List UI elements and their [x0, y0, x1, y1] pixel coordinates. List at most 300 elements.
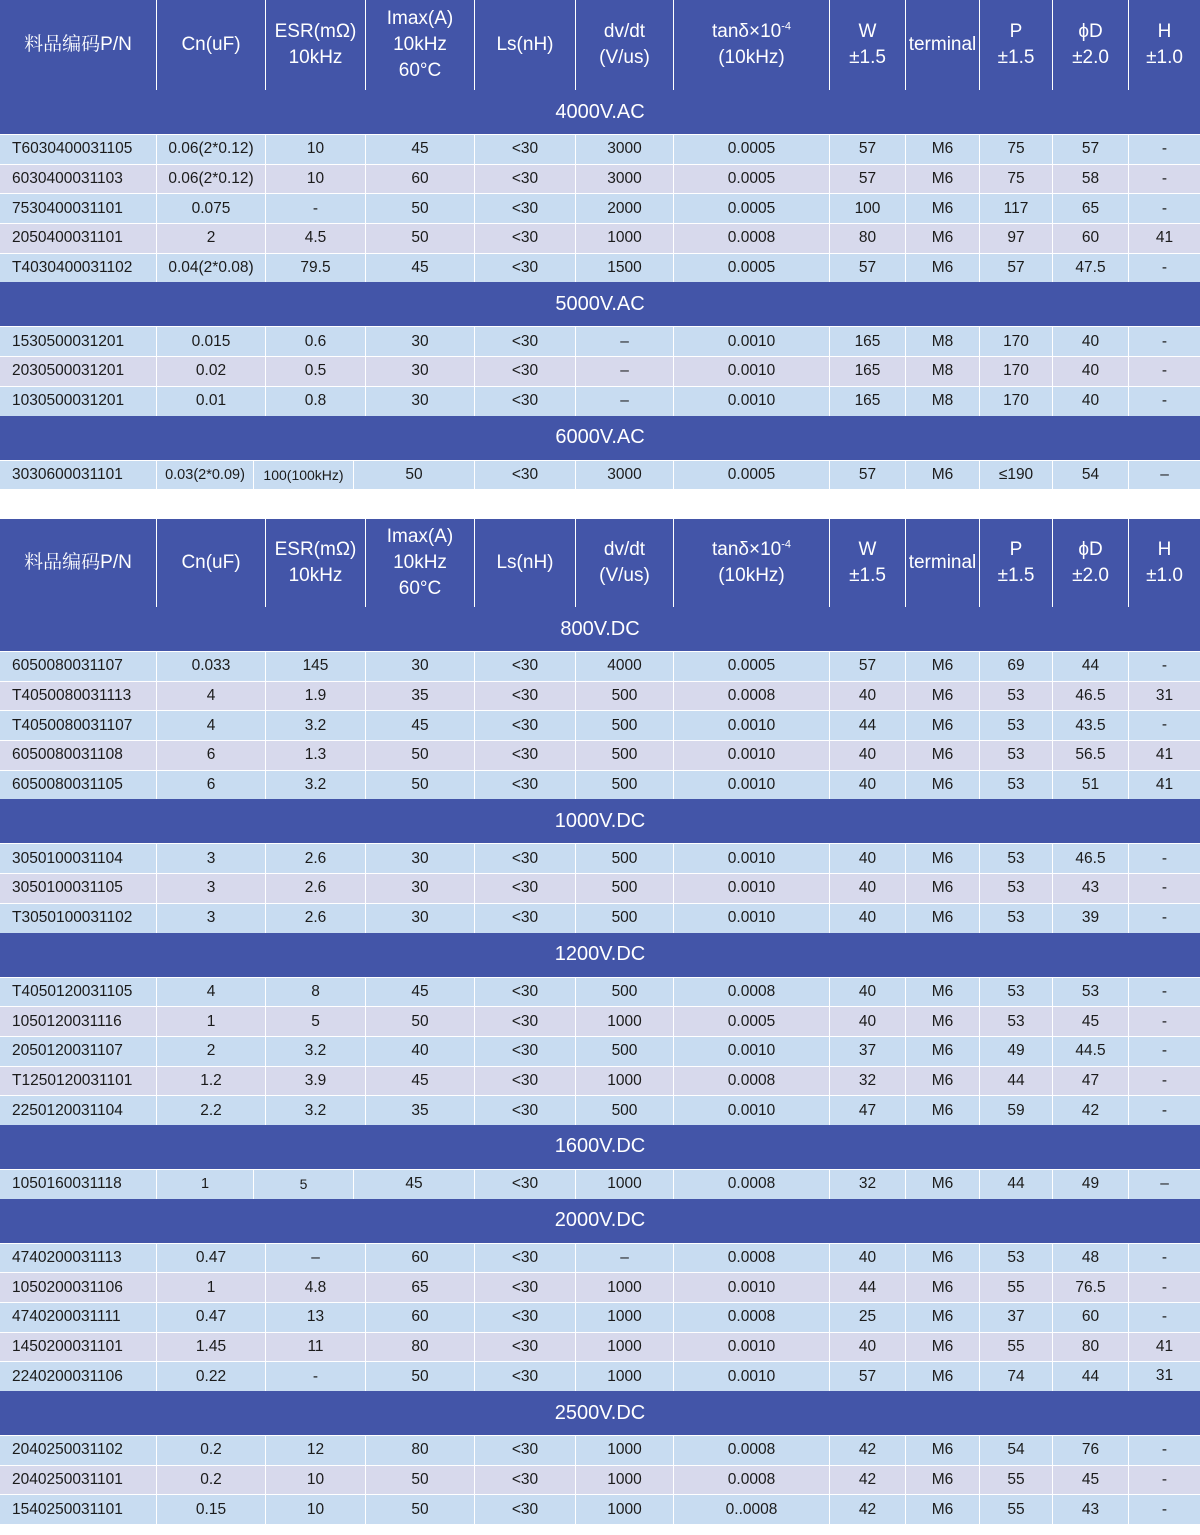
- cell-diameter: 76: [1053, 1436, 1129, 1465]
- cell-inductance: <30: [475, 978, 576, 1007]
- cell-height: -: [1161, 909, 1168, 927]
- cell-pitch: 74: [980, 1362, 1053, 1391]
- cell-terminal: M6: [906, 224, 980, 253]
- cell-width: 57: [830, 165, 906, 194]
- cell-terminal: M6: [906, 461, 980, 490]
- cell-part-number: T6030400031105: [0, 135, 157, 164]
- header-pitch: [980, 519, 1053, 607]
- cell-pitch: 55: [980, 1466, 1053, 1495]
- header-line: P: [1009, 21, 1023, 42]
- cell-inductance: <30: [475, 1466, 576, 1495]
- header-line: P: [1009, 539, 1023, 560]
- cell-dvdt: 3000: [576, 461, 674, 490]
- cell-pitch: 53: [980, 874, 1053, 903]
- cell-width: 165: [830, 327, 906, 356]
- table-row: [0, 356, 1200, 386]
- cell-width: 42: [830, 1495, 906, 1524]
- cell-width: 40: [830, 741, 906, 770]
- cell-height: -: [1161, 140, 1168, 158]
- cell-diameter: 47.5: [1053, 254, 1129, 283]
- cell-terminal: M6: [906, 682, 980, 711]
- cell-part-number: 7530400031101: [0, 194, 157, 223]
- header-line: ±1.5: [849, 565, 886, 586]
- cell-imax: 60: [366, 1244, 475, 1273]
- cell-diameter: 40: [1053, 327, 1129, 356]
- cell-capacitance: 4: [157, 682, 266, 711]
- cell-esr: 10: [266, 135, 366, 164]
- cell-esr: 2.6: [266, 844, 366, 873]
- table-row: [0, 1494, 1200, 1524]
- cell-width: 57: [830, 254, 906, 283]
- header-line: Imax(A): [386, 8, 454, 29]
- cell-height: 41: [1155, 229, 1174, 247]
- cell-dvdt: 1000: [576, 1273, 674, 1302]
- header-line-wrap: [712, 537, 791, 563]
- cell-capacitance: 0.075: [157, 194, 266, 223]
- cell-imax: 30: [366, 387, 475, 416]
- cell-diameter: 45: [1053, 1007, 1129, 1036]
- table-row: [0, 1361, 1200, 1391]
- header-line: ±1.5: [997, 565, 1035, 586]
- dc-spec-table: [0, 519, 1200, 1524]
- cell-dvdt: 1000: [576, 1170, 674, 1199]
- cell-part-number: 2240200031106: [0, 1362, 157, 1391]
- ac-spec-table: [0, 0, 1200, 489]
- cell-diameter: 58: [1053, 165, 1129, 194]
- cell-esr: 0.8: [266, 387, 366, 416]
- table-row: [0, 386, 1200, 416]
- cell-height: -: [1161, 1071, 1168, 1089]
- cell-part-number: 4740200031113: [0, 1244, 157, 1273]
- cell-tan-delta: 0.0010: [674, 1362, 830, 1391]
- header-line: (V/us): [599, 565, 650, 586]
- cell-dvdt: 500: [576, 904, 674, 933]
- cell-esr: 2.6: [266, 874, 366, 903]
- cell-tan-delta: 0.0008: [674, 1067, 830, 1096]
- header-line: ϕD: [1078, 539, 1103, 560]
- cell-terminal: M6: [906, 1333, 980, 1362]
- header-line: Cn(uF): [181, 552, 241, 573]
- cell-tan-delta: 0.0008: [674, 978, 830, 1007]
- cell-part-number: 1450200031101: [0, 1333, 157, 1362]
- cell-diameter: 65: [1053, 194, 1129, 223]
- cell-terminal: M6: [906, 1436, 980, 1465]
- cell-terminal: M6: [906, 254, 980, 283]
- cell-part-number: 1050120031116: [0, 1007, 157, 1036]
- cell-tan-delta: 0.0010: [674, 741, 830, 770]
- header-tan-delta: [674, 0, 830, 90]
- cell-part-number: T4050080031113: [0, 682, 157, 711]
- cell-part-number: T3050100031102: [0, 904, 157, 933]
- cell-tan-delta: 0.0008: [674, 224, 830, 253]
- cell-dvdt: 500: [576, 1096, 674, 1125]
- cell-dvdt: 500: [576, 771, 674, 800]
- cell-imax: 50: [354, 461, 475, 490]
- cell-part-number: T4050080031107: [0, 711, 157, 740]
- cell-inductance: <30: [475, 357, 576, 386]
- cell-capacitance: 0.015: [157, 327, 266, 356]
- height-value-note: -: [1161, 716, 1168, 734]
- cell-tan-delta: 0.0010: [674, 904, 830, 933]
- table-row: [0, 1036, 1200, 1066]
- header-line: W: [858, 21, 877, 42]
- cell-part-number: 6050080031107: [0, 652, 157, 681]
- header-capacitance: [157, 519, 266, 607]
- cell-inductance: <30: [475, 194, 576, 223]
- cell-pitch: 97: [980, 224, 1053, 253]
- voltage-group-header: 6000V.AC: [0, 416, 1200, 460]
- header-line: 10kHz: [288, 565, 343, 586]
- cell-tan-delta: 0.0010: [674, 327, 830, 356]
- cell-height: -: [1161, 362, 1168, 380]
- cell-terminal: M6: [906, 194, 980, 223]
- cell-width: 47: [830, 1096, 906, 1125]
- header-line: (10kHz): [718, 565, 785, 586]
- table-row: [0, 1095, 1200, 1125]
- cell-imax: 45: [366, 1067, 475, 1096]
- cell-tan-delta: 0.0010: [674, 1037, 830, 1066]
- header-inductance: [475, 519, 576, 607]
- cell-capacitance: 2: [157, 224, 266, 253]
- table-row: [0, 1169, 1200, 1199]
- cell-esr: 11: [266, 1333, 366, 1362]
- cell-capacitance: 6: [157, 741, 266, 770]
- cell-imax: 30: [366, 327, 475, 356]
- header-line-wrap: [712, 19, 791, 45]
- cell-tan-delta: 0..0008: [674, 1495, 830, 1524]
- header-line: 10kHz: [393, 34, 447, 55]
- cell-part-number: T4030400031102: [0, 254, 157, 283]
- cell-diameter: 51: [1053, 771, 1129, 800]
- cell-imax: 60: [366, 1303, 475, 1332]
- header-line: 10kHz: [393, 552, 447, 573]
- cell-part-number: 3050100031105: [0, 874, 157, 903]
- table-row: [0, 193, 1200, 223]
- cell-tan-delta: 0.0005: [674, 461, 830, 490]
- cell-esr: 3.9: [266, 1067, 366, 1096]
- cell-tan-delta: 0.0010: [674, 357, 830, 386]
- table-row: [0, 710, 1200, 740]
- cell-esr: 5: [254, 1170, 354, 1199]
- cell-capacitance: 1.2: [157, 1067, 266, 1096]
- cell-width: 42: [830, 1436, 906, 1465]
- cell-imax: 45: [366, 978, 475, 1007]
- header-line: tanδ×10: [712, 539, 782, 560]
- cell-width: 40: [830, 1244, 906, 1273]
- header-line: H: [1157, 539, 1172, 560]
- table-row: [0, 1066, 1200, 1096]
- cell-part-number: 2040250031102: [0, 1436, 157, 1465]
- cell-esr: 3.2: [266, 771, 366, 800]
- header-part-number: [0, 0, 157, 90]
- cell-pitch: 53: [980, 844, 1053, 873]
- header-part-number: [0, 519, 157, 607]
- cell-inductance: <30: [475, 461, 576, 490]
- table-row: [0, 1243, 1200, 1273]
- cell-tan-delta: 0.0010: [674, 1273, 830, 1302]
- cell-pitch: 49: [980, 1037, 1053, 1066]
- voltage-group-header: 5000V.AC: [0, 282, 1200, 326]
- cell-imax: 45: [354, 1170, 475, 1199]
- cell-esr: 0.6: [266, 327, 366, 356]
- cell-diameter: 76.5: [1053, 1273, 1129, 1302]
- cell-diameter: 43.5: [1053, 711, 1129, 740]
- header-terminal: [906, 519, 980, 607]
- cell-dvdt: 1000: [576, 1067, 674, 1096]
- cell-terminal: M6: [906, 1244, 980, 1273]
- cell-dvdt: 1000: [576, 1362, 674, 1391]
- header-diameter: [1053, 519, 1129, 607]
- cell-esr: 13: [266, 1303, 366, 1332]
- cell-dvdt: 500: [576, 741, 674, 770]
- cell-inductance: <30: [475, 1067, 576, 1096]
- cell-capacitance: 3: [157, 874, 266, 903]
- cell-imax: 50: [366, 194, 475, 223]
- header-line: (V/us): [599, 47, 650, 68]
- cell-pitch: 55: [980, 1273, 1053, 1302]
- cell-height: -: [1161, 392, 1168, 410]
- cell-inductance: <30: [475, 387, 576, 416]
- cell-height: -: [1161, 1042, 1168, 1060]
- cell-inductance: <30: [475, 327, 576, 356]
- header-line: (10kHz): [718, 47, 785, 68]
- cell-capacitance: 3: [157, 844, 266, 873]
- table-row: [0, 1435, 1200, 1465]
- header-line: ESR(mΩ): [274, 539, 357, 560]
- cell-height: -: [1161, 982, 1168, 1000]
- cell-dvdt: 3000: [576, 135, 674, 164]
- cell-width: 40: [830, 682, 906, 711]
- cell-dvdt: 1000: [576, 1303, 674, 1332]
- cell-capacitance: 4: [157, 978, 266, 1007]
- cell-height: –: [1160, 465, 1169, 483]
- cell-esr: 2.6: [266, 904, 366, 933]
- cell-dvdt: 1000: [576, 1436, 674, 1465]
- cell-imax: 30: [366, 844, 475, 873]
- cell-dvdt: –: [576, 387, 674, 416]
- cell-diameter: 48: [1053, 1244, 1129, 1273]
- cell-terminal: M6: [906, 978, 980, 1007]
- table-row: [0, 903, 1200, 933]
- table-row: [0, 681, 1200, 711]
- cell-part-number: T1250120031101: [0, 1067, 157, 1096]
- cell-diameter: 43: [1053, 874, 1129, 903]
- cell-inductance: <30: [475, 1037, 576, 1066]
- cell-width: 44: [830, 1273, 906, 1302]
- table-row: [0, 740, 1200, 770]
- cell-terminal: M6: [906, 1096, 980, 1125]
- cell-inductance: <30: [475, 1244, 576, 1273]
- cell-terminal: M8: [906, 327, 980, 356]
- header-esr: [266, 519, 366, 607]
- cell-imax: 30: [366, 904, 475, 933]
- cell-inductance: <30: [475, 844, 576, 873]
- cell-capacitance: 0.15: [157, 1495, 266, 1524]
- header-esr: [266, 0, 366, 90]
- cell-height: -: [1161, 879, 1168, 897]
- tan-exponent: -4: [781, 538, 791, 551]
- cell-tan-delta: 0.0010: [674, 1333, 830, 1362]
- cell-inductance: <30: [475, 1007, 576, 1036]
- cell-height: -: [1161, 849, 1168, 867]
- cell-terminal: M6: [906, 1303, 980, 1332]
- cell-height: -: [1161, 657, 1168, 675]
- cell-pitch: 37: [980, 1303, 1053, 1332]
- height-value-note: 31: [1155, 1367, 1174, 1385]
- cell-width: 100: [830, 194, 906, 223]
- cell-inductance: <30: [475, 874, 576, 903]
- cell-part-number: 1530500031201: [0, 327, 157, 356]
- cell-height: -: [1161, 170, 1168, 188]
- voltage-group-header: 1200V.DC: [0, 933, 1200, 977]
- table-row: [0, 1302, 1200, 1332]
- cell-terminal: M6: [906, 904, 980, 933]
- cell-part-number: 1030500031201: [0, 387, 157, 416]
- cell-dvdt: –: [576, 327, 674, 356]
- header-line: Ls(nH): [496, 552, 554, 573]
- cell-tan-delta: 0.0010: [674, 711, 830, 740]
- cell-pitch: 59: [980, 1096, 1053, 1125]
- cell-esr: 100(100kHz): [254, 461, 354, 490]
- cell-diameter: 46.5: [1053, 682, 1129, 711]
- header-inductance: [475, 0, 576, 90]
- header-line: terminal: [908, 552, 977, 573]
- cell-height: -: [1161, 1308, 1168, 1326]
- cell-capacitance: 0.22: [157, 1362, 266, 1391]
- cell-tan-delta: 0.0005: [674, 194, 830, 223]
- cell-esr: 10: [266, 1495, 366, 1524]
- cell-diameter: 44: [1053, 1362, 1129, 1391]
- header-line: dv/dt: [603, 21, 646, 42]
- cell-capacitance: 0.47: [157, 1303, 266, 1332]
- cell-imax: 45: [366, 254, 475, 283]
- cell-imax: 50: [366, 1007, 475, 1036]
- cell-imax: 80: [366, 1436, 475, 1465]
- cell-part-number: 6030400031103: [0, 165, 157, 194]
- cell-inductance: <30: [475, 1303, 576, 1332]
- cell-inductance: <30: [475, 1273, 576, 1302]
- cell-tan-delta: 0.0010: [674, 771, 830, 800]
- cell-imax: 50: [366, 1466, 475, 1495]
- header-line: terminal: [908, 34, 977, 55]
- cell-height: -: [1161, 1278, 1168, 1296]
- cell-diameter: 53: [1053, 978, 1129, 1007]
- voltage-group-header: 1000V.DC: [0, 799, 1200, 843]
- cell-width: 40: [830, 844, 906, 873]
- cell-part-number: 2250120031104: [0, 1096, 157, 1125]
- cell-pitch: 53: [980, 978, 1053, 1007]
- table-row: [0, 977, 1200, 1007]
- cell-dvdt: 500: [576, 844, 674, 873]
- cell-terminal: M6: [906, 711, 980, 740]
- table-row: [0, 134, 1200, 164]
- cell-dvdt: 500: [576, 978, 674, 1007]
- cell-diameter: 39: [1053, 904, 1129, 933]
- cell-tan-delta: 0.0008: [674, 1303, 830, 1332]
- cell-pitch: 53: [980, 711, 1053, 740]
- cell-dvdt: 1000: [576, 1495, 674, 1524]
- cell-esr: 4.8: [266, 1273, 366, 1302]
- cell-esr: 10: [266, 165, 366, 194]
- table-row: [0, 253, 1200, 283]
- cell-terminal: M8: [906, 387, 980, 416]
- header-capacitance: [157, 0, 266, 90]
- cell-imax: 45: [366, 135, 475, 164]
- cell-esr: 3.2: [266, 1096, 366, 1125]
- cell-pitch: 53: [980, 1007, 1053, 1036]
- cell-pitch: 170: [980, 387, 1053, 416]
- cell-esr: 12: [266, 1436, 366, 1465]
- height-value-note: 41: [1155, 775, 1174, 793]
- cell-terminal: M6: [906, 1466, 980, 1495]
- cell-dvdt: 1500: [576, 254, 674, 283]
- cell-pitch: 55: [980, 1333, 1053, 1362]
- header-width: [830, 519, 906, 607]
- table-row: [0, 770, 1200, 800]
- header-line: ±1.0: [1146, 565, 1183, 586]
- cell-inductance: <30: [475, 1333, 576, 1362]
- cell-pitch: ≤190: [980, 461, 1053, 490]
- cell-part-number: 1540250031101: [0, 1495, 157, 1524]
- table-row: [0, 164, 1200, 194]
- table-row: [0, 460, 1200, 490]
- cell-inductance: <30: [475, 904, 576, 933]
- cell-inductance: <30: [475, 652, 576, 681]
- cell-part-number: 4740200031111: [0, 1303, 157, 1332]
- cell-terminal: M6: [906, 1495, 980, 1524]
- cell-esr: 1.3: [266, 741, 366, 770]
- cell-pitch: 75: [980, 165, 1053, 194]
- table-header: [0, 0, 1200, 90]
- cell-diameter: 60: [1053, 1303, 1129, 1332]
- table-row: [0, 1465, 1200, 1495]
- cell-height: -: [1161, 1471, 1168, 1489]
- header-line: dv/dt: [603, 539, 646, 560]
- cell-terminal: M6: [906, 1037, 980, 1066]
- cell-esr: 145: [266, 652, 366, 681]
- cell-part-number: 2040250031101: [0, 1466, 157, 1495]
- table-row: [0, 651, 1200, 681]
- cell-imax: 50: [366, 224, 475, 253]
- table-row: [0, 1006, 1200, 1036]
- cell-tan-delta: 0.0010: [674, 844, 830, 873]
- height-value-note: 41: [1155, 746, 1174, 764]
- table-row: [0, 326, 1200, 356]
- cell-capacitance: 2.2: [157, 1096, 266, 1125]
- header-line: ±2.0: [1072, 565, 1109, 586]
- cell-imax: 60: [366, 165, 475, 194]
- cell-height: -: [1161, 1012, 1168, 1030]
- header-tan-delta: [674, 519, 830, 607]
- cell-capacitance: 0.04(2*0.08): [157, 254, 266, 283]
- cell-inductance: <30: [475, 135, 576, 164]
- cell-width: 25: [830, 1303, 906, 1332]
- cell-capacitance: 6: [157, 771, 266, 800]
- table-header: [0, 519, 1200, 607]
- cell-height: -: [1161, 259, 1168, 277]
- cell-esr: 3.2: [266, 1037, 366, 1066]
- cell-tan-delta: 0.0010: [674, 1096, 830, 1125]
- cell-tan-delta: 0.0005: [674, 165, 830, 194]
- cell-width: 57: [830, 652, 906, 681]
- cell-tan-delta: 0.0010: [674, 874, 830, 903]
- cell-capacitance: 0.02: [157, 357, 266, 386]
- cell-height: -: [1161, 1500, 1168, 1518]
- cell-width: 165: [830, 387, 906, 416]
- cell-part-number: 6050080031108: [0, 741, 157, 770]
- cell-part-number: 3050100031104: [0, 844, 157, 873]
- cell-pitch: 53: [980, 771, 1053, 800]
